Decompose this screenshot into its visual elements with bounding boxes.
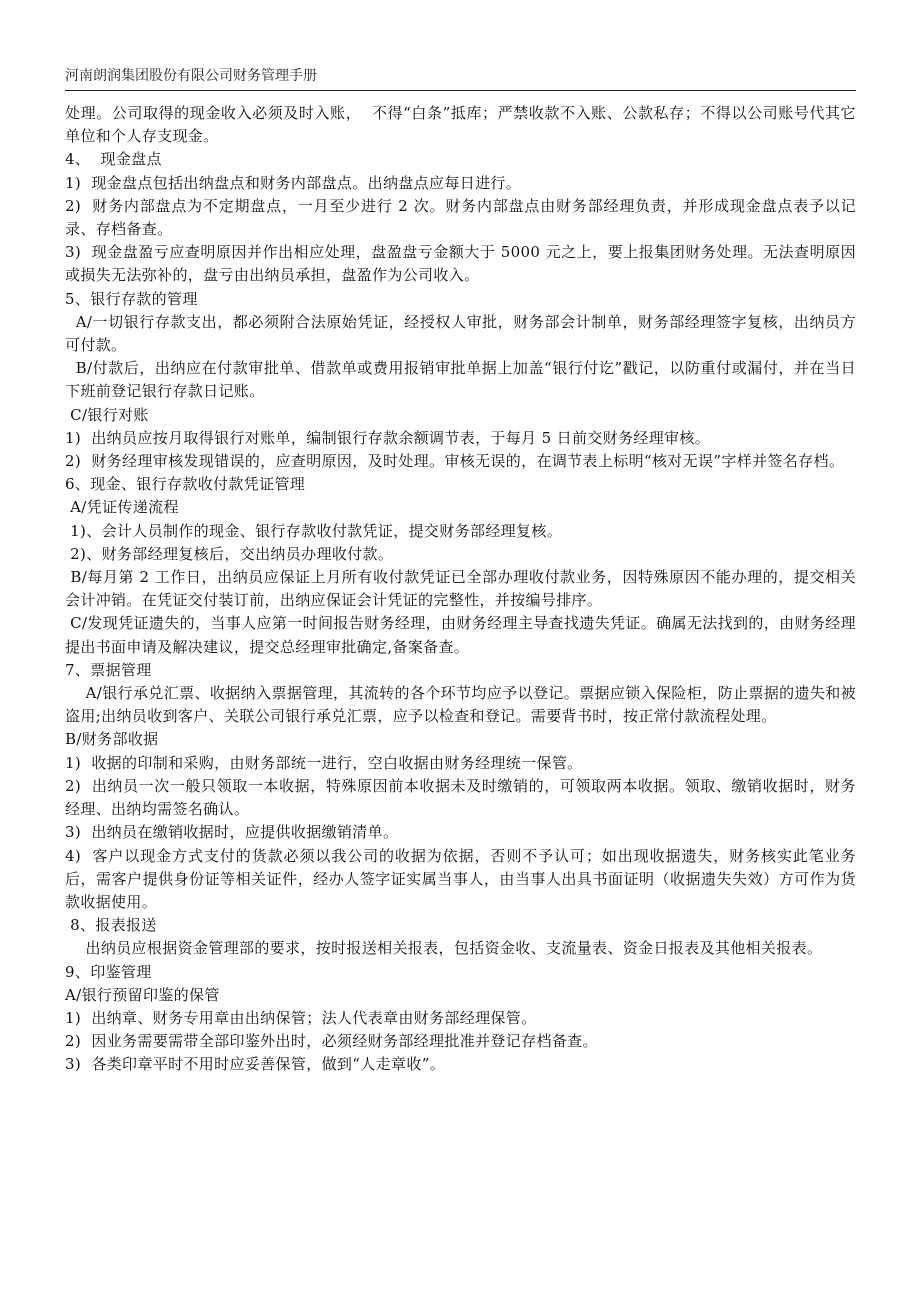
subsection-heading: C/银行对账 <box>65 405 149 424</box>
list-item: 3) 出纳员在缴销收据时，应提供收据缴销清单。 <box>65 823 399 842</box>
list-item: 1)、会计人员制作的现金、银行存款收付款凭证，提交财务部经理复核。 <box>65 521 563 540</box>
list-item: 1) 收据的印制和采购，由财务部统一进行，空白收据由财务经理统一保管。 <box>65 753 583 772</box>
list-item: 1) 出纳章、财务专用章由出纳保管；法人代表章由财务部经理保管。 <box>65 1008 537 1027</box>
section-heading-seals: 9、印鉴管理 <box>65 962 152 981</box>
list-item: 2) 财务内部盘点为不定期盘点，一月至少进行 2 次。财务内部盘点由财务部经理负责，并形成现金盘点表予以记录、存档备查。 <box>65 196 856 239</box>
subsection-heading: A/凭证传递流程 <box>65 498 179 517</box>
paragraph: A/银行承兑汇票、收据纳入票据管理，其流转的各个环节均应予以登记。票据应锁入保险柜，防止票据的遗失和被盗用;出纳员收到客户、关联公司银行承兑汇票，应予以检查和登记。需要背书时，按正常付款流程处理。 <box>65 684 856 726</box>
paragraph: A/一切银行存款支出，都必须附合法原始凭证，经授权人审批，财务部会计制单，财务部经理签字复核，出纳员方可付款。 <box>65 312 856 355</box>
paragraph: C/发现凭证遗失的，当事人应第一时间报告财务经理，由财务经理主导查找遗失凭证。确属无法找到的，由财务经理提出书面申请及解决建议，提交总经理审批确定,备案备查。 <box>65 614 856 656</box>
document-body <box>65 102 856 1077</box>
document-title: 河南朗润集团股份有限公司财务管理手册 <box>65 68 317 84</box>
list-item: 1) 出纳员应按月取得银行对账单，编制银行存款余额调节表，于每月 5 日前交财务经理审核。 <box>65 428 711 447</box>
section-heading-voucher: 6、现金、银行存款收付款凭证管理 <box>65 475 306 494</box>
section-heading-reports: 8、报表报送 <box>65 916 157 935</box>
paragraph: 出纳员应根据资金管理部的要求，按时报送相关报表，包括资金收、支流量表、资金日报表及其他相关报表。 <box>65 939 823 958</box>
paragraph: B/付款后，出纳应在付款审批单、借款单或费用报销审批单据上加盖“银行付讫”戳记，以防重付或漏付，并在当日下班前登记银行存款日记账。 <box>65 359 856 401</box>
list-item: 4) 客户以现金方式支付的货款必须以我公司的收据为依据，否则不予认可；如出现收据遗失，财务核实此笔业务后，需客户提供身份证等相关证件，经办人签字证实属当事人，由当事人出具书面证明（收据遗失失效）方可作为货款收据使用。 <box>65 846 856 911</box>
paragraph: 处理。公司取得的现金收入必须及时入账， 不得“白条”抵库；严禁收款不入账、公款私存；不得以公司账号代其它单位和个人存支现金。 <box>65 104 856 146</box>
section-heading-bank-deposit: 5、银行存款的管理 <box>65 289 198 308</box>
paragraph: B/每月第 2 工作日，出纳员应保证上月所有收付款凭证已全部办理收付款业务，因特殊原因不能办理的，提交相关会计冲销。在凭证交付装订前，出纳应保证会计凭证的完整性，并按编号排序。 <box>65 568 856 610</box>
list-item: 1) 现金盘点包括出纳盘点和财务内部盘点。出纳盘点应每日进行。 <box>65 173 522 192</box>
list-item: 3) 各类印章平时不用时应妥善保管，做到“人走章收”。 <box>65 1055 446 1074</box>
list-item: 3) 现金盘盈亏应查明原因并作出相应处理，盘盈盘亏金额大于 5000 元之上，要上报集团财务处理。无法查明原因或损失无法弥补的，盘亏由出纳员承担，盘盈作为公司收入。 <box>65 243 856 285</box>
section-heading-cash-count: 4、 现金盘点 <box>65 150 162 169</box>
list-item: 2) 出纳员一次一般只领取一本收据，特殊原因前本收据未及时缴销的，可领取两本收据。领取、缴销收据时，财务经理、出纳均需签名确认。 <box>65 776 856 819</box>
subsection-heading: B/财务部收据 <box>65 730 159 749</box>
section-heading-notes: 7、票据管理 <box>65 660 152 679</box>
page-header <box>65 66 856 91</box>
list-item: 2) 因业务需要需带全部印鉴外出时，必须经财务部经理批准并登记存档备查。 <box>65 1032 598 1051</box>
list-item: 2) 财务经理审核发现错误的，应查明原因，及时处理。审核无误的，在调节表上标明“核对无误”字样并签名存档。 <box>65 452 845 471</box>
list-item: 2)、财务部经理复核后，交出纳员办理收付款。 <box>65 544 394 563</box>
subsection-heading: A/银行预留印鉴的保管 <box>65 985 220 1004</box>
